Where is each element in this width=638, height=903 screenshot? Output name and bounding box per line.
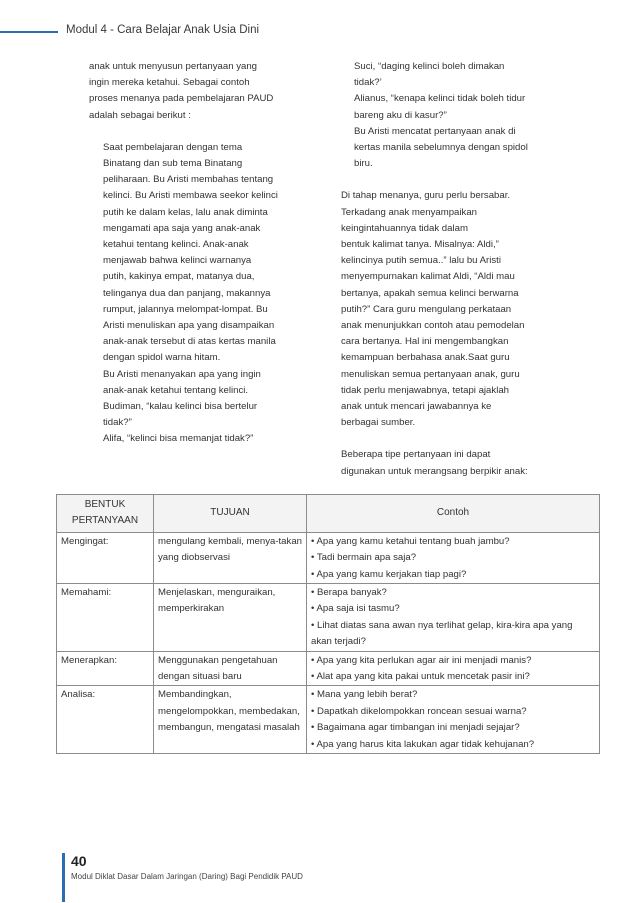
text-line: putih, kakinya empat, matanya dua,	[103, 271, 255, 283]
header-accent-line	[0, 31, 58, 33]
text-line: putih ke dalam kelas, lalu anak diminta	[103, 206, 268, 218]
paragraph-tipe-pertanyaan	[341, 447, 556, 479]
text-line: Aristi menuliskan apa yang disampaikan	[103, 320, 275, 332]
page-header-title: Modul 4 - Cara Belajar Anak Usia Dini	[66, 24, 260, 36]
text-line: tidak?”	[103, 417, 132, 429]
example-item: • Tadi bermain apa saja?	[311, 552, 417, 564]
table-row	[57, 532, 600, 583]
text-line: Alifa, “kelinci bisa memanjat tidak?”	[103, 433, 254, 445]
text-line: berbagai sumber.	[341, 417, 416, 429]
example-item: • Apa yang kita perlukan agar air ini menjadi manis?	[311, 654, 532, 666]
text-line: proses menanya pada pembelajaran PAUD	[89, 93, 274, 105]
text-line: cara bertanya. Hal ini mengembangkan	[341, 336, 509, 348]
text-line: bertanya, apakah semua kelinci berwarna	[341, 287, 519, 299]
text-line: Budiman, “kalau kelinci bisa bertelur	[103, 401, 258, 413]
cell-bentuk: Analisa:	[57, 686, 154, 754]
text-line: adalah sebagai berikut :	[89, 109, 191, 121]
text-line: menyempurnakan kalimat Aldi, “Aldi mau	[341, 271, 515, 283]
example-item: • Apa yang kamu kerjakan tiap pagi?	[311, 568, 467, 580]
header-contoh: Contoh	[307, 495, 600, 533]
example-item: • Apa yang harus kita lakukan agar tidak kehujanan?	[311, 738, 535, 750]
text-line: peliharaan. Bu Aristi membahas tentang	[103, 174, 274, 186]
example-item: • Apa yang kamu ketahui tentang buah jambu?	[311, 535, 510, 547]
table-row	[57, 651, 600, 686]
text-line: anak-anak ketahui tentang kelinci.	[103, 384, 249, 396]
text-line: Saat pembelajaran dengan tema	[103, 141, 243, 153]
cell-tujuan: Menggunakan pengetahuan dengan situasi baru	[154, 651, 307, 686]
table-row	[57, 584, 600, 652]
cell-tujuan: mengulang kembali, menya-takan yang diobservasi	[154, 532, 307, 583]
text-line: Terkadang anak menyampaikan	[341, 206, 477, 218]
right-column	[341, 59, 556, 480]
paragraph-menanya	[341, 188, 556, 431]
text-line: anak untuk menyusun pertanyaan yang	[89, 61, 258, 72]
text-line: Di tahap menanya, guru perlu bersabar.	[341, 190, 511, 202]
text-line: kelinci. Bu Aristi membawa seekor kelinci	[103, 190, 278, 202]
text-line: rumput, jalannya melompat-lompat. Bu	[103, 303, 268, 315]
example-item: • Lihat diatas sana awan nya terlihat gelap, kira-kira apa yang akan terjadi?	[311, 619, 573, 648]
example-item: • Mana yang lebih berat?	[311, 689, 418, 701]
text-line: mengamati apa saja yang anak-anak	[103, 222, 261, 234]
text-line: Alianus, “kenapa kelinci tidak boleh tidur	[354, 93, 526, 105]
example-item: • Alat apa yang kita pakai untuk mencetak pasir ini?	[311, 671, 530, 683]
cell-tujuan: Membandingkan, mengelompokkan, membedakan, membangun, mengatasi masalah	[154, 686, 307, 754]
cell-tujuan: Menjelaskan, menguraikan, memperkirakan	[154, 584, 307, 652]
example-item: • Bagaimana agar timbangan ini menjadi sejajar?	[311, 722, 520, 734]
left-column	[89, 59, 289, 448]
cell-bentuk: Mengingat:	[57, 532, 154, 583]
text-line: anak-anak tersebut di atas kertas manila	[103, 336, 276, 348]
footer-accent-bar	[62, 853, 65, 902]
text-line: biru.	[354, 158, 373, 170]
header-tujuan: TUJUAN	[154, 495, 307, 533]
table-header-row	[57, 495, 600, 533]
header-bentuk: BENTUK PERTANYAAN	[57, 495, 154, 533]
text-line: tidak perlu menjawabnya, tetapi ajaklah	[341, 384, 509, 396]
intro-paragraph	[89, 59, 289, 124]
question-types-table	[56, 494, 600, 754]
text-line: bentuk kalimat tanya. Misalnya: Aldi,”	[341, 239, 499, 251]
cell-bentuk: Memahami:	[57, 584, 154, 652]
cell-contoh	[307, 532, 600, 583]
example-block	[89, 140, 289, 448]
text-line: Bu Aristi menanyakan apa yang ingin	[103, 368, 261, 380]
example-item: • Dapatkah dikelompokkan roncean sesuai warna?	[311, 705, 527, 717]
text-line: dengan spidol warna hitam.	[103, 352, 221, 364]
text-line: anak untuk mencari jawabannya ke	[341, 401, 492, 413]
text-line: kemampuan berbahasa anak.Saat guru	[341, 352, 510, 364]
footer-module-title: Modul Diklat Dasar Dalam Jaringan (Daring) Bagi Pendidik PAUD	[71, 872, 303, 881]
text-line: putih?” Cara guru mengulang perkataan	[341, 303, 512, 315]
cell-contoh	[307, 686, 600, 754]
example-continued-block	[341, 59, 556, 172]
text-line: ingin mereka ketahui. Sebagai contoh	[89, 77, 250, 89]
cell-bentuk: Menerapkan:	[57, 651, 154, 686]
page-number: 40	[71, 853, 87, 869]
text-line: Bu Aristi mencatat pertanyaan anak di	[354, 125, 516, 137]
text-line: ketahui tentang kelinci. Anak-anak	[103, 239, 249, 251]
text-line: digunakan untuk merangsang berpikir anak:	[341, 465, 528, 477]
cell-contoh	[307, 584, 600, 652]
table-row	[57, 686, 600, 754]
example-item: • Apa saja isi tasmu?	[311, 603, 400, 615]
text-line: Beberapa tipe pertanyaan ini dapat	[341, 449, 491, 461]
text-line: keingintahuannya tidak dalam	[341, 222, 468, 234]
text-line: tidak?’	[354, 77, 382, 89]
cell-contoh	[307, 651, 600, 686]
text-line: telinganya dua dan panjang, makannya	[103, 287, 271, 299]
text-line: Binatang dan sub tema Binatang	[103, 158, 243, 170]
text-line: kelincinya putih semua..” lalu bu Aristi	[341, 255, 501, 267]
text-line: menjawab bahwa kelinci warnanya	[103, 255, 252, 267]
text-line: kertas manila sebelumnya dengan spidol	[354, 142, 528, 154]
text-line: Suci, “daging kelinci boleh dimakan	[354, 61, 505, 72]
text-line: menuliskan semua pertanyaan anak, guru	[341, 368, 520, 380]
text-line: bareng aku di kasur?”	[354, 109, 447, 121]
text-line: anak menunjukkan contoh atau pemodelan	[341, 320, 525, 332]
example-item: • Berapa banyak?	[311, 587, 387, 599]
